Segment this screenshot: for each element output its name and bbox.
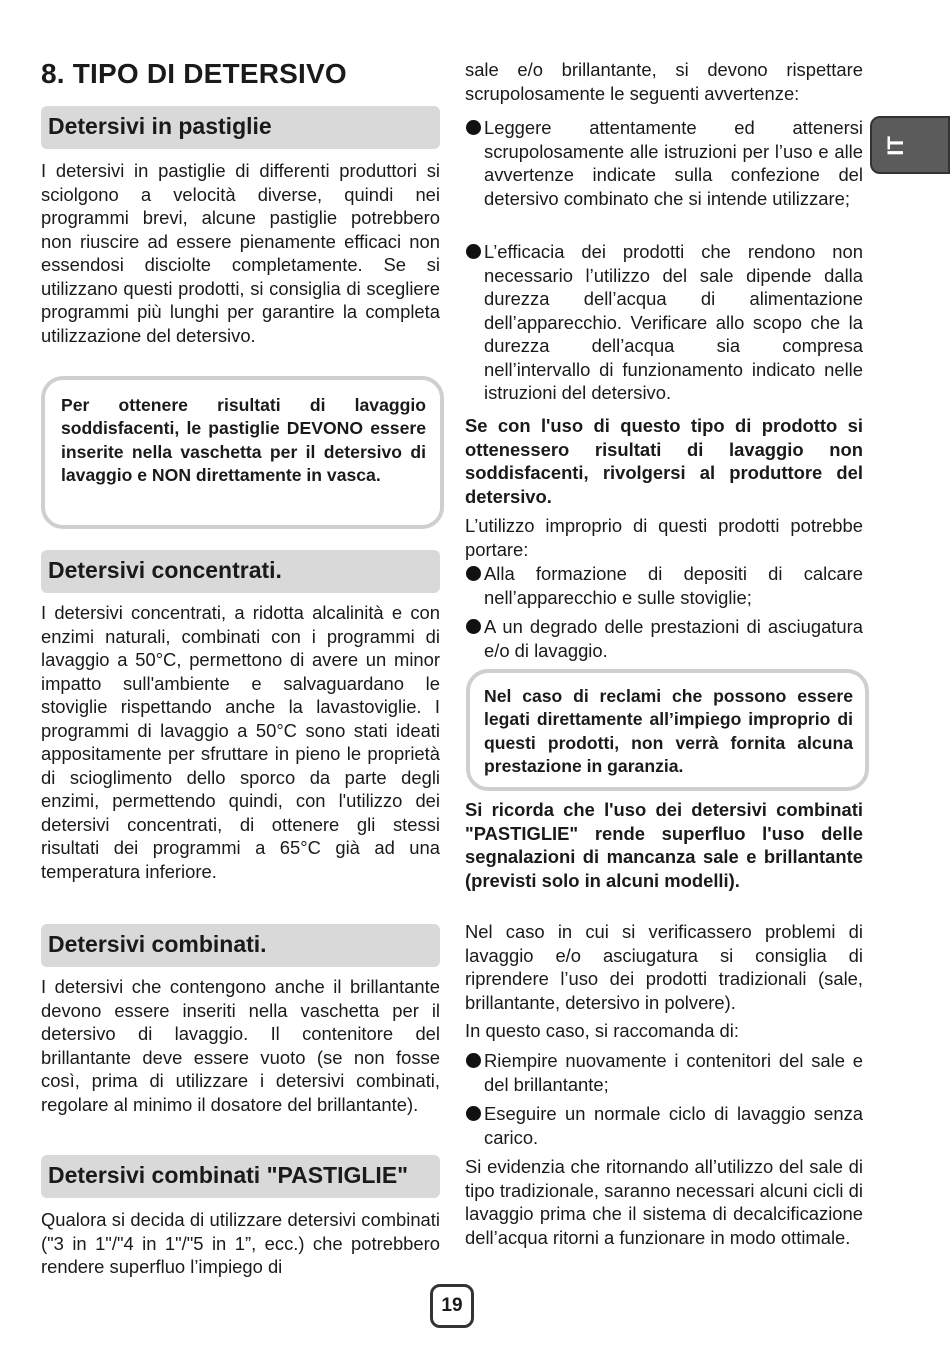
bullet-icon xyxy=(466,1106,481,1121)
bullet-icon xyxy=(466,120,481,135)
bullet-icon xyxy=(466,566,481,581)
note-text-warranty: Nel caso di reclami che possono essere legati direttamente all’impiego improprio di questi prodotti, non verrà fornita alcuna prestazione in garanzia. xyxy=(484,686,853,776)
paragraph-tablets: I detersivi in pastiglie di differenti produttori si sciolgono a velocità diverse, quindi nei programmi brevi, alcune pastiglie potrebbero non riuscire ad essere pienamente efficaci non essendosi disciolte completamente. Se si utilizzano questi prodotti, si consiglia di scegliere programmi più lunghi per garantire la completa utilizzazione del detersivo. xyxy=(41,160,440,346)
paragraph-combined: I detersivi che contengono anche il brillantante devono essere inseriti nella vaschetta per il detersivo di lavaggio. Il contenitore del brillantante deve essere vuoto (se non fosse così, prima di utilizzare i detersivi combinati, regolare al minimo il dosatore del brillantante). xyxy=(41,976,440,1115)
note-box-tablets xyxy=(41,376,444,529)
language-tab-label: IT xyxy=(883,136,908,156)
paragraph-unsatisfactory-results: Se con l'uso di questo tipo di prodotto si ottenessero risultati di lavaggio non soddisfacenti, rivolgersi al produttore del detersivo. xyxy=(465,415,863,507)
paragraph-recommend: In questo caso, si raccomanda di: xyxy=(465,1020,739,1041)
list-item-text: L’efficacia dei prodotti che rendono non necessario l’utilizzo del sale dipende dalla durezza dell’acqua di alimentazione dell’apparecchio. Verificare allo scopo che la durezza dell’acqua sia compresa nell’intervallo di funzionamento indicato nelle istruzioni del detersivo. xyxy=(484,241,863,403)
bullet-icon xyxy=(466,1053,481,1068)
list-item xyxy=(465,1102,863,1149)
paragraph-problems: Nel caso in cui si verificassero problemi di lavaggio e/o asciugatura si consiglia di riprendere l’uso dei prodotti tradizionali (sale, brillantante, detersivo in polvere). xyxy=(465,921,863,1013)
paragraph-concentrated: I detersivi concentrati, a ridotta alcalinità e con enzimi naturali, combinati con i programmi di lavaggio a 50°C, permettono di avere un minor impatto sull'ambiente e salvaguardano le stoviglie rispettando anche la lavastoviglie. I programmi di lavaggio a 50°C sono stati ideati appositamente per sfruttare in pieno le proprietà di scioglimento dello sporco da parte degli enzimi, permettendo quindi, con l'utilizzo dei detersivi concentrati, di ottenere gli stessi risultati dei programmi a 65°C già ad una temperatura inferiore. xyxy=(41,602,440,882)
paragraph-warnings-intro: sale e/o brillantante, si devono rispettare scrupolosamente le seguenti avvertenze: xyxy=(465,59,863,104)
page-number: 19 xyxy=(430,1284,474,1328)
paragraph-combined-tablets: Qualora si decida di utilizzare detersivi combinati ("3 in 1"/"4 in 1"/"5 in 1”, ecc.) che potrebbero rendere superfluo l’impiego di xyxy=(41,1209,440,1277)
section-heading-combined: Detersivi combinati. xyxy=(41,924,440,967)
paragraph-reminder: Si ricorda che l'uso dei detersivi combinati "PASTIGLIE" rende superfluo l'uso delle segnalazioni di mancanza sale e brillantante (previsti solo in alcuni modelli). xyxy=(465,799,863,891)
note-box-warranty xyxy=(466,669,869,791)
list-item xyxy=(465,116,863,210)
bullet-icon xyxy=(466,619,481,634)
paragraph-traditional-salt: Si evidenzia che ritornando all’utilizzo del sale di tipo tradizionale, saranno necessari alcuni cicli di lavaggio prima che il sistema di decalcificazione dell’acqua ritorni a funzionare in modo ottimale. xyxy=(465,1156,863,1248)
chapter-title: 8. TIPO DI DETERSIVO xyxy=(41,58,347,89)
note-text-tablets: Per ottenere risultati di lavaggio soddisfacenti, le pastiglie DEVONO essere inserite nella vaschetta per il detersivo di lavaggio e NON direttamente in vasca. xyxy=(61,395,426,485)
list-item xyxy=(465,615,863,662)
section-heading-tablets: Detersivi in pastiglie xyxy=(41,106,440,149)
list-item-text: Alla formazione di depositi di calcare nell’apparecchio e sulle stoviglie; xyxy=(484,563,863,608)
section-heading-concentrated: Detersivi concentrati. xyxy=(41,550,440,593)
language-tab xyxy=(870,116,950,174)
list-item-text: Eseguire un normale ciclo di lavaggio senza carico. xyxy=(484,1103,863,1148)
paragraph-improper-use: L’utilizzo improprio di questi prodotti potrebbe portare: xyxy=(465,515,863,560)
list-item xyxy=(465,562,863,609)
list-item-text: Riempire nuovamente i contenitori del sale e del brillantante; xyxy=(484,1050,863,1095)
list-item-text: Leggere attentamente ed attenersi scrupolosamente alle istruzioni per l’uso e alle avvertenze indicate sulla confezione del detersivo combinato che si intende utilizzare; xyxy=(484,117,863,209)
list-item xyxy=(465,240,863,405)
list-item-text: A un degrado delle prestazioni di asciugatura e/o di lavaggio. xyxy=(484,616,863,661)
bullet-icon xyxy=(466,244,481,259)
list-item xyxy=(465,1049,863,1096)
section-heading-combined-tablets: Detersivi combinati "PASTIGLIE" xyxy=(41,1155,440,1198)
